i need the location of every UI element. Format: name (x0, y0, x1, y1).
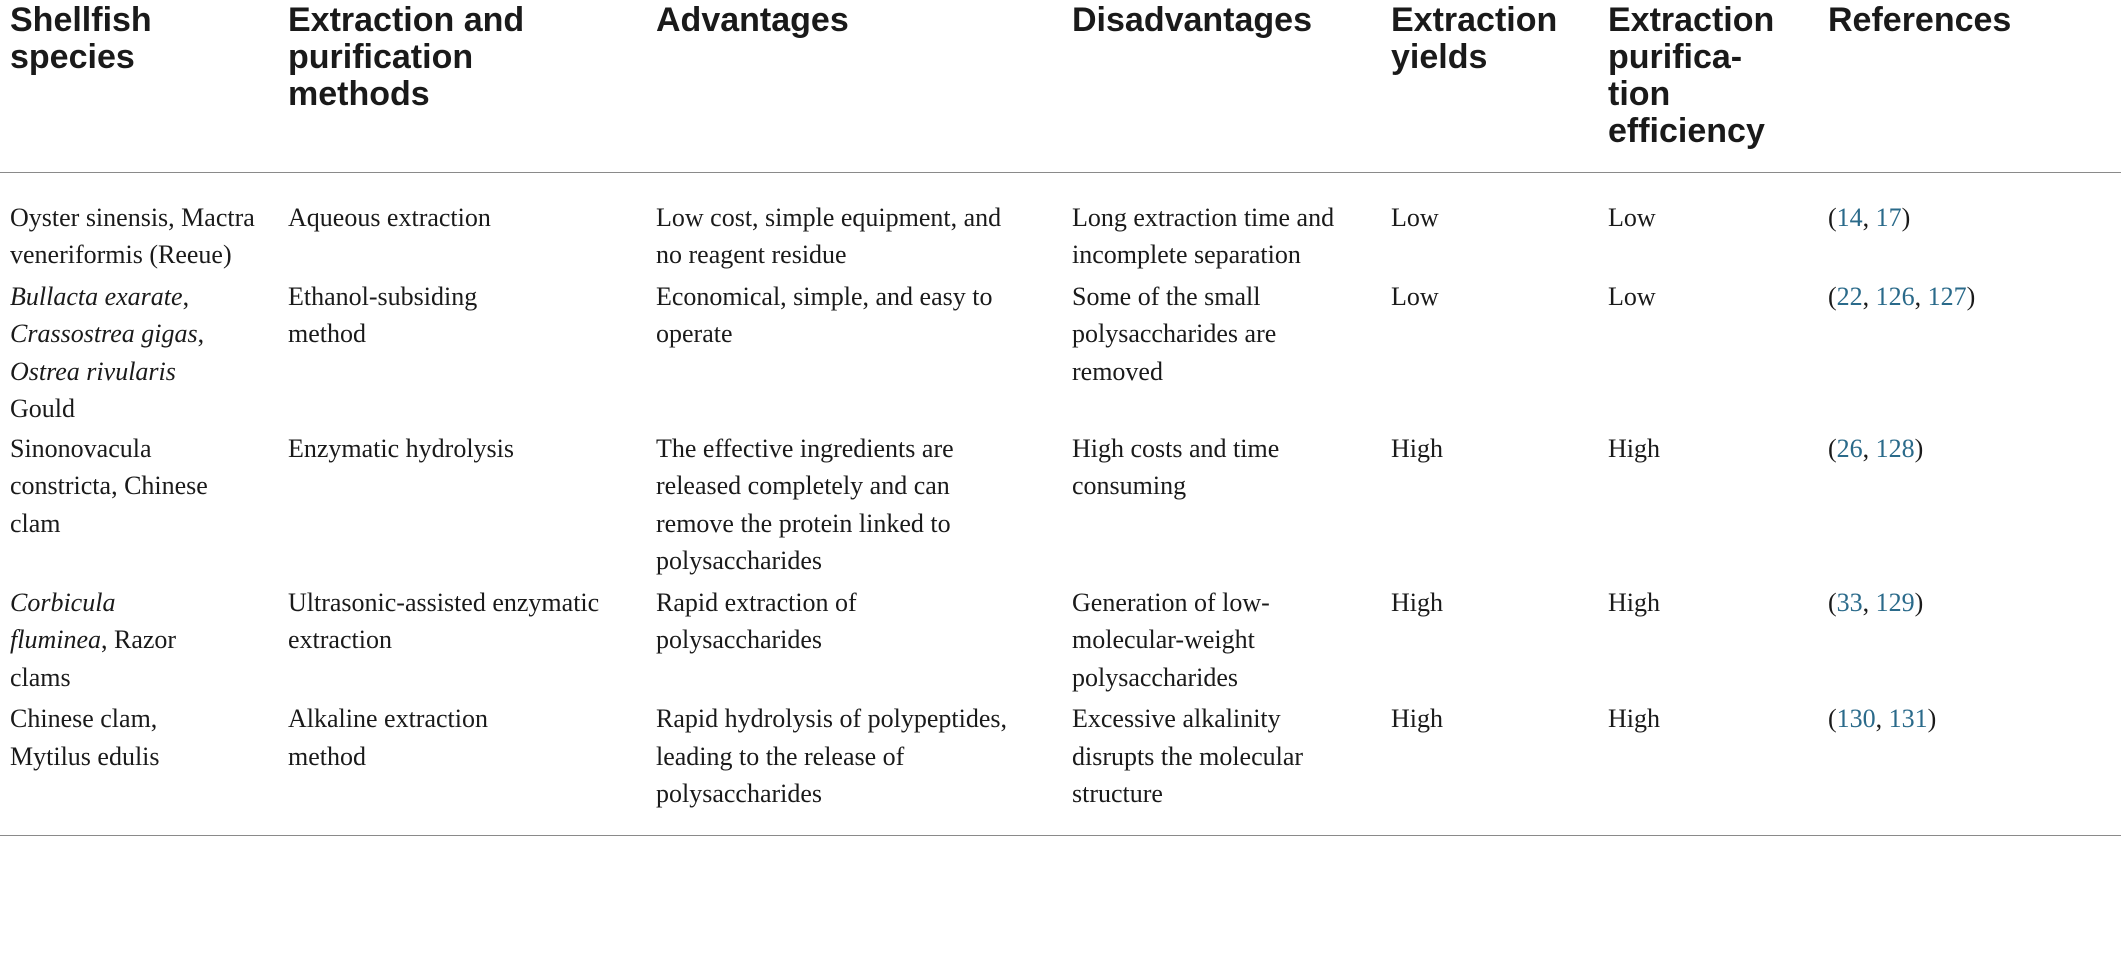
reference-link[interactable]: 130 (1836, 704, 1876, 733)
reference-link[interactable]: 128 (1875, 433, 1915, 463)
table-row (0, 428, 2121, 580)
cell-efficiency: High (1598, 696, 1816, 835)
cell-references (1816, 172, 2121, 274)
cell-method: Ultrasonic-assisted enzymatic extraction (288, 587, 600, 654)
cell-yields: Low (1391, 202, 1439, 232)
cell-yields: High (1381, 696, 1598, 835)
species-name: Crassostrea gigas (10, 319, 198, 348)
reference-link[interactable]: 14 (1836, 202, 1863, 232)
species-rest: , Razor clams (10, 625, 177, 692)
reference-link[interactable]: 129 (1875, 587, 1915, 617)
cell-advantages: Low cost, simple equipment, and no reagent residue (656, 202, 1002, 269)
cell-references (1816, 274, 2121, 428)
table-row (0, 172, 2121, 274)
header-extraction-methods: Extraction and purification methods (278, 0, 646, 172)
reference-link[interactable]: 131 (1888, 704, 1928, 733)
cell-species: Oyster sinensis, Mactra veneriformis (Reeue) (10, 202, 255, 269)
table-row (0, 274, 2121, 428)
cell-disadvantages: Generation of low-molecular-weight polysaccharides (1072, 587, 1270, 692)
cell-references (1816, 580, 2121, 697)
species-name: Ostrea rivularis (10, 356, 176, 386)
header-purification-efficiency (1598, 0, 1816, 172)
cell-advantages: Rapid extraction of polysaccharides (656, 587, 857, 654)
species-sep: , (182, 281, 190, 311)
cell-method: Ethanol-subsiding method (288, 281, 478, 348)
cell-advantages: The effective ingredients are released completely and can remove the protein linked to polysaccharides (656, 433, 954, 575)
ref-separator: , (1862, 433, 1876, 463)
cell-disadvantages: High costs and time consuming (1072, 433, 1280, 500)
reference-link[interactable]: 126 (1875, 281, 1915, 311)
header-disadvantages: Disadvantages (1062, 0, 1381, 172)
cell-species (0, 274, 278, 428)
efficiency-word-2: purifica- (1608, 38, 1743, 76)
cell-advantages: Economical, simple, and easy to operate (656, 281, 993, 348)
reference-link[interactable]: 22 (1836, 281, 1863, 311)
ref-close-paren: ) (1914, 587, 1924, 617)
ref-open-paren: ( (1828, 704, 1837, 733)
ref-separator: , (1862, 281, 1876, 311)
cell-method: Alkaline extraction method (278, 696, 646, 835)
cell-disadvantages: Some of the small polysaccharides are removed (1072, 281, 1277, 386)
species-sep: , (197, 319, 205, 348)
cell-disadvantages: Long extraction time and incomplete separation (1072, 202, 1335, 269)
header-purification-efficiency-label (1608, 1, 1774, 150)
ref-separator: , (1914, 281, 1928, 311)
ref-separator: , (1862, 202, 1876, 232)
cell-species: Chinese clam, Mytilus edulis (0, 696, 278, 835)
cell-references (1816, 696, 2121, 835)
cell-efficiency: High (1608, 433, 1660, 463)
header-row (0, 0, 2121, 172)
header-extraction-yields: Extraction yields (1381, 0, 1598, 172)
species-name: Corbicula fluminea (10, 587, 116, 654)
reference-link[interactable]: 127 (1927, 281, 1967, 311)
ref-close-paren: ) (1966, 281, 1976, 311)
cell-efficiency: Low (1608, 202, 1656, 232)
reference-link[interactable]: 17 (1875, 202, 1902, 232)
ref-open-paren: ( (1828, 587, 1837, 617)
efficiency-word-1: Extraction (1608, 1, 1775, 39)
cell-efficiency: High (1608, 587, 1660, 617)
cell-method: Enzymatic hydrolysis (288, 433, 515, 463)
reference-link[interactable]: 33 (1836, 587, 1863, 617)
cell-advantages: Rapid hydrolysis of polypeptides, leading to the release of polysaccharides (646, 696, 1062, 835)
cell-efficiency: Low (1608, 281, 1656, 311)
cell-species (0, 580, 278, 697)
reference-link[interactable]: 26 (1836, 433, 1863, 463)
cell-yields: High (1391, 587, 1443, 617)
table-row (0, 696, 2121, 835)
ref-close-paren: ) (1927, 704, 1937, 733)
ref-separator: , (1875, 704, 1889, 733)
ref-open-paren: ( (1828, 433, 1837, 463)
header-advantages: Advantages (646, 0, 1062, 172)
cell-species: Sinonovacula constricta, Chinese clam (10, 433, 208, 538)
efficiency-word-4: efficiency (1608, 112, 1765, 150)
ref-close-paren: ) (1914, 433, 1924, 463)
cell-yields: High (1391, 433, 1443, 463)
ref-open-paren: ( (1828, 281, 1837, 311)
species-name: Bullacta exarate (10, 281, 183, 311)
cell-disadvantages: Excessive alkalinity disrupts the molecular structure (1062, 696, 1381, 835)
efficiency-word-3: tion (1608, 75, 1671, 113)
species-authority: Gould (10, 394, 75, 423)
ref-close-paren: ) (1901, 202, 1911, 232)
cell-references (1816, 428, 2121, 580)
cell-method: Aqueous extraction (288, 202, 491, 232)
ref-open-paren: ( (1828, 202, 1837, 232)
table-header (0, 0, 2121, 172)
table-row (0, 580, 2121, 697)
cell-yields: Low (1391, 281, 1439, 311)
header-references: References (1816, 0, 2121, 172)
table-body (0, 172, 2121, 835)
header-shellfish-species: Shellfish species (0, 0, 278, 172)
ref-separator: , (1862, 587, 1876, 617)
